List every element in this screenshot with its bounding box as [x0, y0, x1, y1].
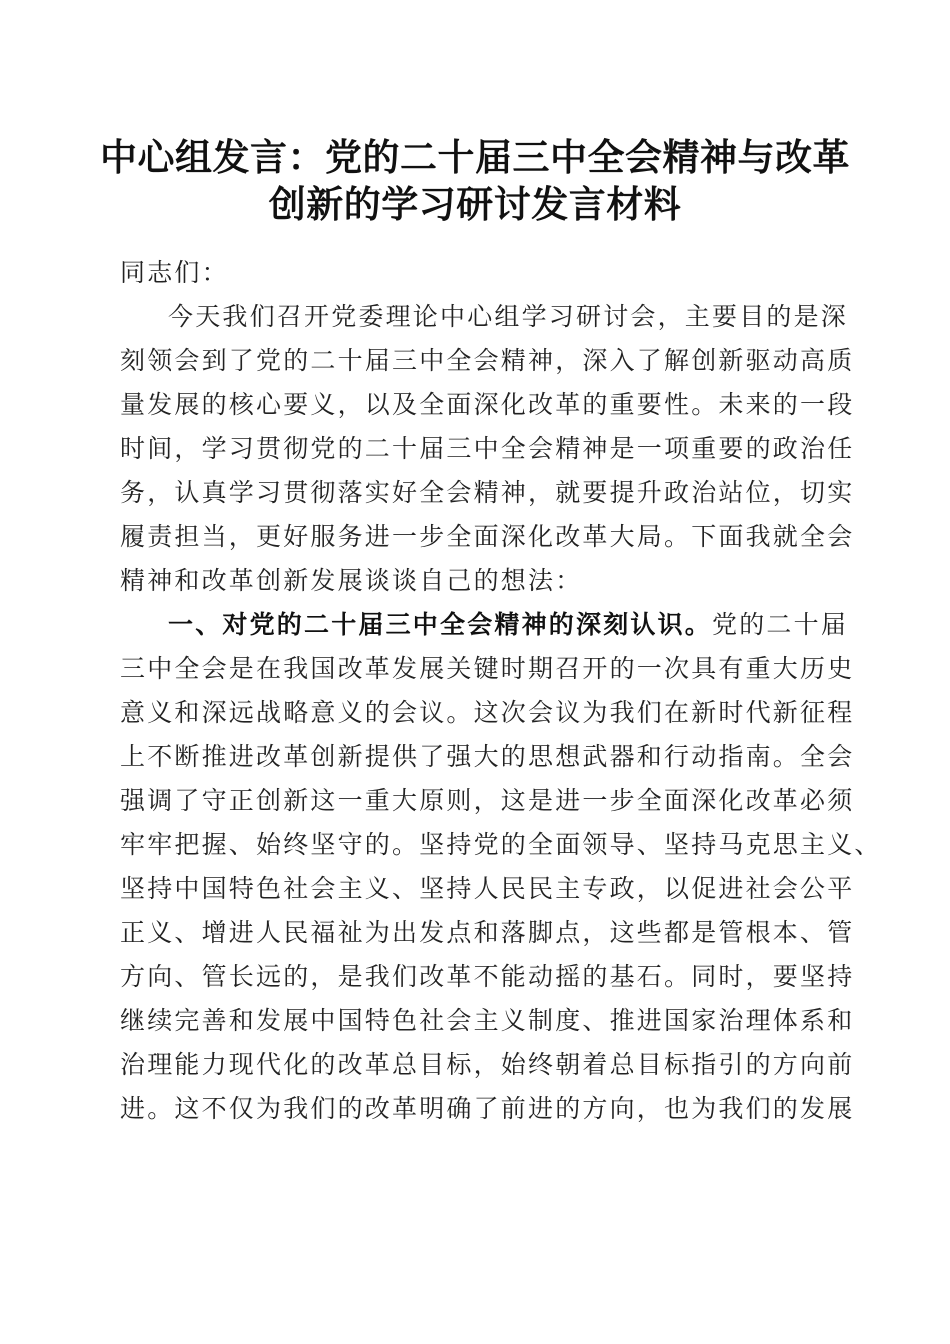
paragraph-1-line: 量发展的核心要义，以及全面深化改革的重要性。未来的一段	[120, 390, 855, 419]
section-1-line: 牢牢把握、始终坚守的。坚持党的全面领导、坚持马克思主义、	[120, 830, 882, 859]
paragraph-1-line: 刻领会到了党的二十届三中全会精神，深入了解创新驱动高质	[120, 346, 855, 375]
paragraph-1-line: 精神和改革创新发展谈谈自己的想法：	[120, 566, 583, 595]
section-1-line: 三中全会是在我国改革发展关键时期召开的一次具有重大历史	[120, 654, 855, 683]
section-1-line: 方向、管长远的，是我们改革不能动摇的基石。同时，要坚持	[120, 962, 855, 991]
section-1-line: 正义、增进人民福祉为出发点和落脚点，这些都是管根本、管	[120, 918, 855, 947]
section-1-line: 意义和深远战略意义的会议。这次会议为我们在新时代新征程	[120, 698, 855, 727]
section-1-line: 坚持中国特色社会主义、坚持人民民主专政，以促进社会公平	[120, 874, 855, 903]
section-1-first-line	[168, 603, 848, 647]
section-1-heading: 一、对党的二十届三中全会精神的深刻认识。	[168, 610, 713, 639]
section-1-line: 继续完善和发展中国特色社会主义制度、推进国家治理体系和	[120, 1006, 855, 1035]
document-title-line-1: 中心组发言：党的二十届三中全会精神与改革	[100, 135, 850, 179]
section-1-first-line-rest: 党的二十届	[712, 610, 849, 639]
section-1-line: 强调了守正创新这一重大原则，这是进一步全面深化改革必须	[120, 786, 855, 815]
paragraph-1-line: 今天我们召开党委理论中心组学习研讨会，主要目的是深	[168, 302, 849, 331]
paragraph-1-line: 务，认真学习贯彻落实好全会精神，就要提升政治站位，切实	[120, 478, 855, 507]
document-title-line-2: 创新的学习研讨发言材料	[268, 182, 682, 226]
section-1-line: 治理能力现代化的改革总目标，始终朝着总目标指引的方向前	[120, 1050, 855, 1079]
salutation: 同志们：	[120, 258, 229, 287]
section-1-line: 进。这不仅为我们的改革明确了前进的方向，也为我们的发展	[120, 1094, 855, 1123]
paragraph-1-line: 时间，学习贯彻党的二十届三中全会精神是一项重要的政治任	[120, 434, 855, 463]
section-1-line: 上不断推进改革创新提供了强大的思想武器和行动指南。全会	[120, 742, 855, 771]
paragraph-1-line: 履责担当，更好服务进一步全面深化改革大局。下面我就全会	[120, 522, 855, 551]
